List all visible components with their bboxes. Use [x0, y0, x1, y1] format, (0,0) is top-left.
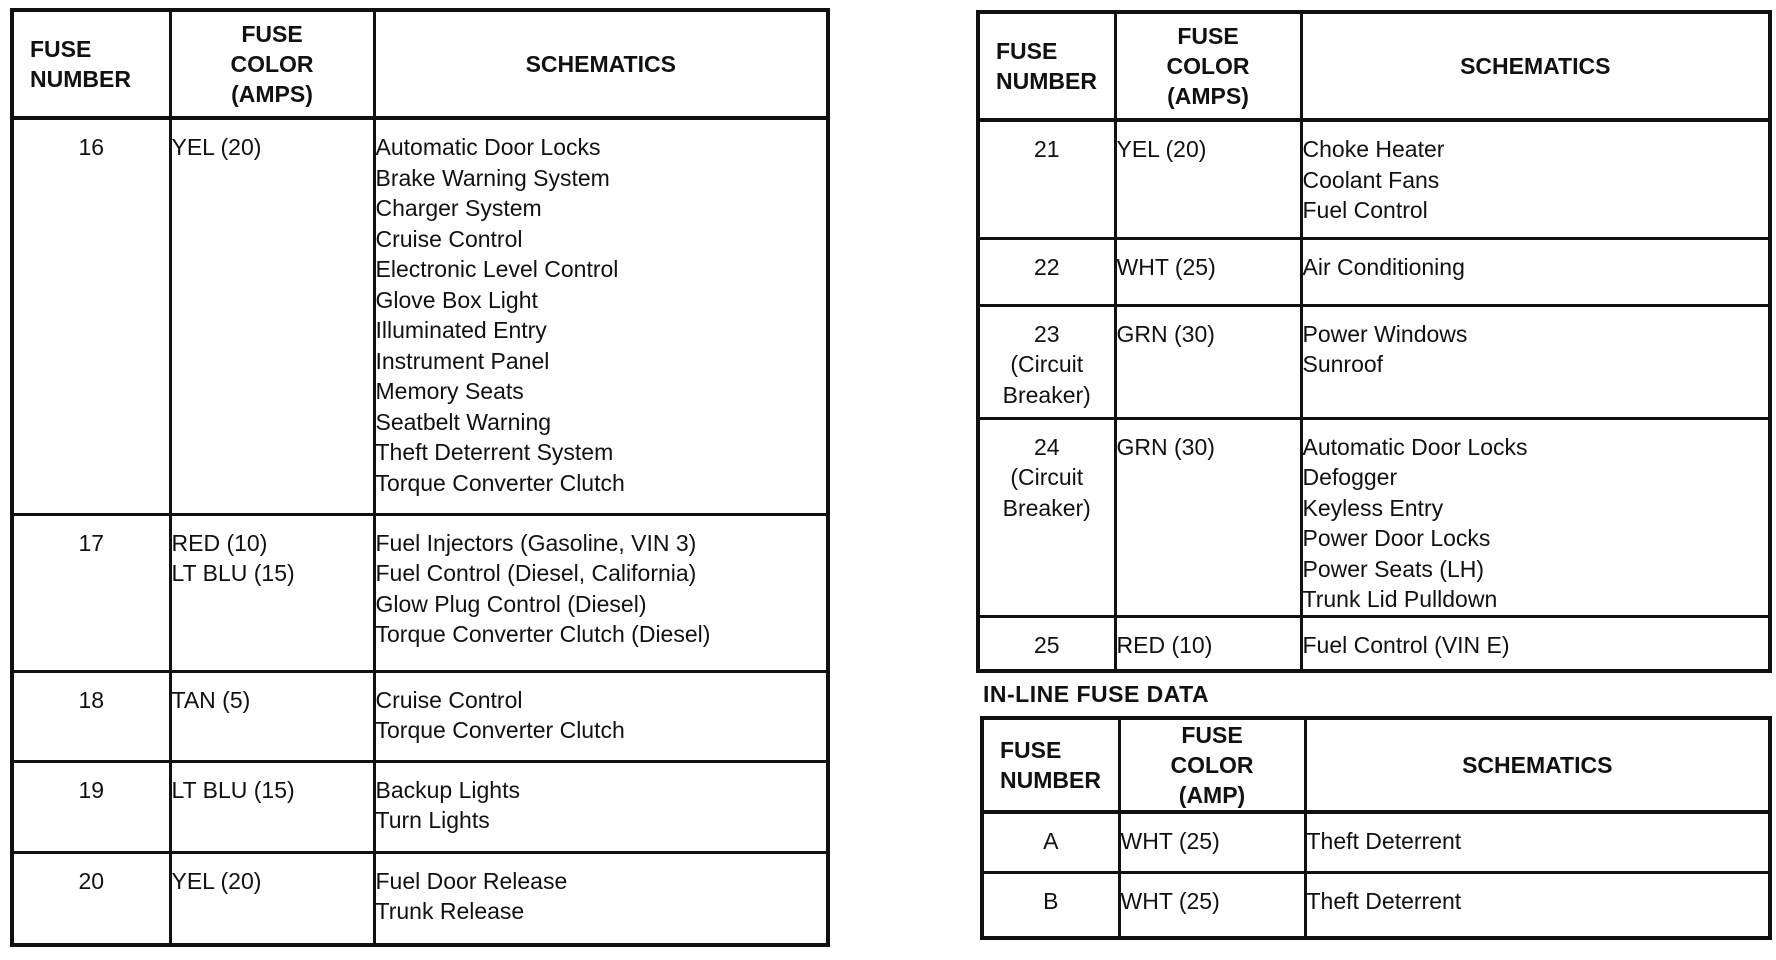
fuse-number: 24 [1033, 433, 1060, 460]
header-row [982, 718, 1770, 812]
fuse-number: 18 [78, 686, 105, 713]
fuse-color-cell [170, 118, 374, 514]
schematic-item: Air Conditioning [1302, 253, 1465, 280]
schematic-item: Trunk Lid Pulldown [1302, 586, 1498, 612]
schematics-cell [1305, 812, 1770, 872]
fuse-color-cell [1115, 238, 1301, 305]
fuse-color-cell [170, 514, 374, 671]
fuse-row [12, 671, 828, 761]
schematic-item: Turn Lights [375, 807, 490, 833]
fuse-color: LT BLU (15) [171, 776, 295, 803]
fuse-color-cell [1115, 305, 1301, 418]
schematic-item: Defogger [1302, 464, 1398, 490]
fuse-number: Breaker) [1002, 381, 1091, 408]
fuse-number: 17 [78, 529, 105, 556]
schematics-header: SCHEMATICS [1305, 718, 1770, 812]
fuse-number-cell [982, 872, 1119, 938]
schematic-item: Cruise Control [375, 686, 523, 713]
schematic-item: Sunroof [1302, 351, 1384, 377]
fuse-number-cell [978, 305, 1115, 418]
fuse-color: RED (10) [171, 529, 268, 556]
schematics-cell [1301, 238, 1770, 305]
fuse-number-cell [978, 418, 1115, 616]
schematic-item: Fuel Control (Diesel, California) [375, 560, 697, 586]
schematic-item: Theft Deterrent [1306, 828, 1462, 854]
fuse-color: LT BLU (15) [171, 560, 295, 586]
fuse-number: A [1043, 828, 1059, 854]
fuse-color-cell [170, 671, 374, 761]
fuse-number-cell [12, 852, 170, 945]
schematic-item: Theft Deterrent System [375, 439, 614, 465]
fuse-number: (Circuit [1010, 464, 1084, 490]
fuse-number: 25 [1033, 631, 1060, 658]
schematic-item: Backup Lights [375, 776, 520, 803]
fuse-row [982, 812, 1770, 872]
fuse-number-header: FUSE NUMBER [982, 718, 1119, 812]
inline-fuse-data-caption: IN-LINE FUSE DATA [983, 681, 1210, 707]
schematic-item: Glove Box Light [375, 286, 538, 313]
fuse-row [12, 761, 828, 852]
fuse-number: 22 [1033, 253, 1060, 280]
fuse-number: 20 [78, 867, 105, 894]
schematic-item: Torque Converter Clutch [375, 717, 625, 743]
fuse-color: RED (10) [1116, 631, 1213, 658]
fuse-number-cell [12, 671, 170, 761]
fuse-number-cell [12, 118, 170, 514]
fuse-number-header: FUSE NUMBER [12, 10, 170, 118]
fuse-number-cell [978, 120, 1115, 238]
fuse-row [12, 852, 828, 945]
fuse-number: 16 [78, 134, 105, 160]
fuse-row [978, 120, 1770, 238]
fuse-row [978, 616, 1770, 671]
schematic-item: Torque Converter Clutch [375, 469, 625, 496]
schematic-item: Electronic Level Control [375, 256, 619, 282]
fuse-color: TAN (5) [171, 686, 251, 713]
header-row [12, 10, 828, 118]
fuse-color: WHT (25) [1116, 253, 1216, 280]
schematics-cell [1301, 120, 1770, 238]
fuse-color-header: FUSE COLOR (AMPS) [170, 10, 374, 118]
schematic-item: Fuel Control (VIN E) [1302, 631, 1510, 658]
schematics-cell [1301, 616, 1770, 671]
schematic-item: Theft Deterrent [1306, 887, 1462, 914]
schematic-item: Fuel Injectors (Gasoline, VIN 3) [375, 529, 697, 556]
fuse-number-cell [978, 238, 1115, 305]
fuse-number-header: FUSE NUMBER [978, 12, 1115, 120]
fuse-row [12, 118, 828, 514]
fuse-color-cell [170, 852, 374, 945]
fuse-color: YEL (20) [171, 134, 262, 160]
schematic-item: Glow Plug Control (Diesel) [375, 590, 647, 617]
fuse-color-cell [1115, 120, 1301, 238]
schematic-item: Power Seats (LH) [1302, 555, 1485, 582]
fuse-number-cell [982, 812, 1119, 872]
fuse-row [978, 418, 1770, 616]
fuse-color-header: FUSE COLOR (AMPS) [1115, 12, 1301, 120]
schematic-item: Fuel Control [1302, 197, 1428, 223]
fuse-color: GRN (30) [1116, 320, 1215, 347]
schematics-cell [374, 671, 828, 761]
schematics-cell [374, 761, 828, 852]
schematic-item: Fuel Door Release [375, 867, 568, 894]
schematic-item: Instrument Panel [375, 347, 550, 374]
fuse-number: (Circuit [1010, 351, 1084, 377]
fuse-number: 19 [78, 776, 105, 803]
fuse-row [12, 514, 828, 671]
schematic-item: Automatic Door Locks [1302, 433, 1528, 460]
schematic-item: Brake Warning System [375, 164, 610, 191]
fuse-number: Breaker) [1002, 494, 1091, 521]
fuse-color: GRN (30) [1116, 433, 1215, 460]
fuse-color-cell [1119, 872, 1305, 938]
schematic-item: Illuminated Entry [375, 317, 547, 343]
fuse-color: YEL (20) [1116, 136, 1207, 162]
schematics-cell [1305, 872, 1770, 938]
schematic-item: Choke Heater [1302, 136, 1445, 162]
schematic-item: Trunk Release [375, 898, 525, 924]
schematics-cell [1301, 305, 1770, 418]
fuse-color-cell [1119, 812, 1305, 872]
fuse-table-21-25 [976, 10, 1772, 673]
fuse-color-cell [170, 761, 374, 852]
fuse-color: YEL (20) [171, 867, 262, 894]
schematic-item: Keyless Entry [1302, 494, 1444, 521]
fuse-number: 21 [1033, 136, 1060, 162]
inline-fuse-table [980, 716, 1772, 940]
schematics-header: SCHEMATICS [374, 10, 828, 118]
schematic-item: Cruise Control [375, 225, 523, 252]
schematics-cell [374, 852, 828, 945]
schematics-cell [1301, 418, 1770, 616]
header-row [978, 12, 1770, 120]
schematics-cell [374, 514, 828, 671]
fuse-table-16-20 [10, 8, 830, 947]
schematic-item: Power Windows [1302, 320, 1468, 347]
schematic-item: Seatbelt Warning [375, 408, 552, 435]
fuse-color-header: FUSE COLOR (AMP) [1119, 718, 1305, 812]
schematic-item: Charger System [375, 195, 542, 221]
fuse-number: B [1043, 887, 1059, 914]
schematic-item: Torque Converter Clutch (Diesel) [375, 621, 711, 647]
schematics-cell [374, 118, 828, 514]
fuse-number-cell [12, 761, 170, 852]
fuse-row [982, 872, 1770, 938]
fuse-row [978, 305, 1770, 418]
fuse-row [978, 238, 1770, 305]
fuse-number-cell [978, 616, 1115, 671]
schematic-item: Memory Seats [375, 378, 524, 404]
fuse-color-cell [1115, 418, 1301, 616]
fuse-number: 23 [1033, 320, 1060, 347]
schematics-header: SCHEMATICS [1301, 12, 1770, 120]
schematic-item: Coolant Fans [1302, 166, 1440, 193]
fuse-color: WHT (25) [1120, 828, 1220, 854]
fuse-number-cell [12, 514, 170, 671]
schematic-item: Automatic Door Locks [375, 134, 601, 160]
fuse-color-cell [1115, 616, 1301, 671]
schematic-item: Power Door Locks [1302, 525, 1491, 551]
fuse-color: WHT (25) [1120, 887, 1220, 914]
